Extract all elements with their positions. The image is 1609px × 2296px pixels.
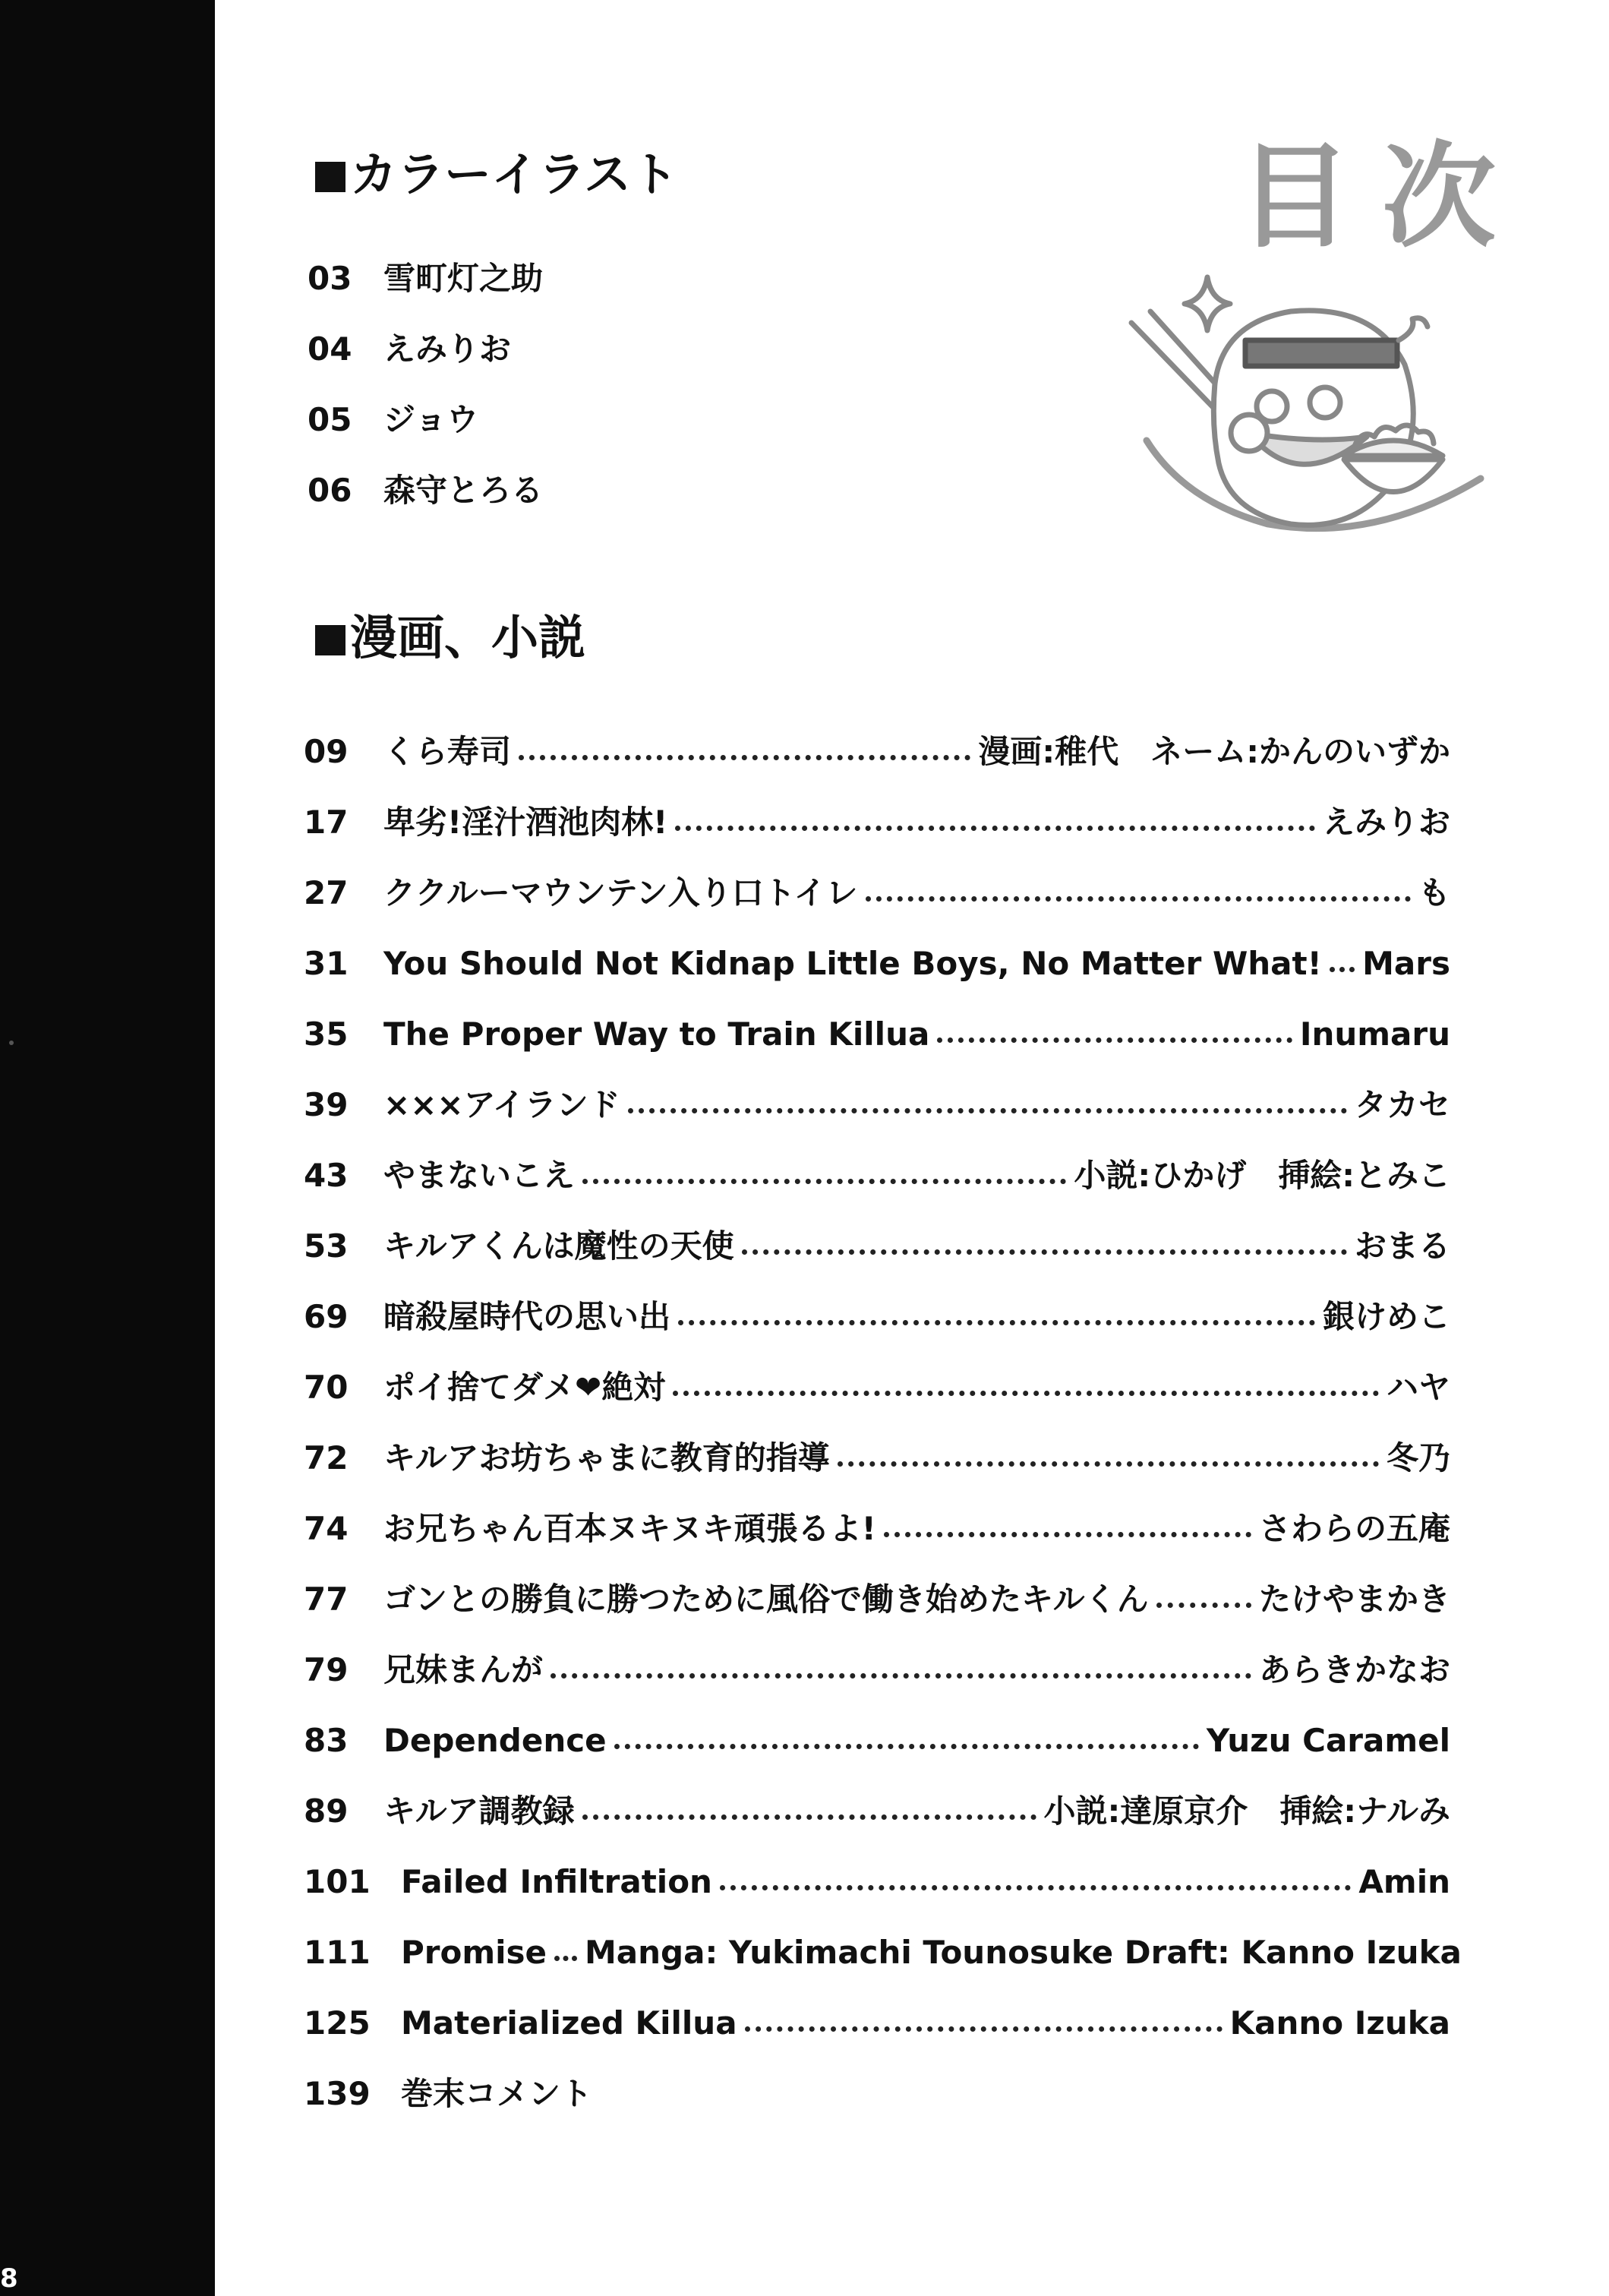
toc-entry: 77 ゴンとの勝負に勝つために風俗で働き始めたキルくん たけやまかき bbox=[304, 1581, 1450, 1618]
color-entry: 03 雪町灯之助 bbox=[308, 260, 544, 297]
dot-leader bbox=[838, 1461, 1379, 1467]
toc-entry: 53 キルアくんは魔性の天使 おまる bbox=[304, 1227, 1450, 1265]
dot-leader bbox=[866, 896, 1411, 902]
toc-entry: 89 キルア調教録 小説:達原京介 挿絵:ナルみ bbox=[304, 1792, 1450, 1830]
section-header-color-illustrations: カラーイラスト bbox=[315, 144, 678, 205]
toc-entry: 43 やまないこえ 小説:ひかげ 挿絵:とみこ bbox=[304, 1157, 1450, 1194]
rice-bowl-mascot-icon bbox=[1116, 251, 1496, 570]
section-header-manga-novels: 漫画、小説 bbox=[315, 608, 585, 668]
color-entry: 05 ジョウ bbox=[308, 401, 479, 438]
toc-entry: 17 卑劣!淫汁酒池肉林! えみりお bbox=[304, 804, 1450, 841]
dot-leader bbox=[937, 1037, 1292, 1043]
dot-leader bbox=[1156, 1603, 1251, 1608]
dot-leader bbox=[742, 1249, 1347, 1255]
dot-leader bbox=[675, 826, 1315, 831]
toc-entry: 79 兄妹まんが あらきかなお bbox=[304, 1651, 1450, 1688]
dot-leader bbox=[519, 755, 970, 760]
toc-entry: 83 Dependence Yuzu Caramel bbox=[304, 1722, 1450, 1759]
mokuji-heading: 目次 bbox=[1238, 131, 1527, 264]
dot-leader bbox=[554, 1956, 577, 1961]
dot-leader bbox=[1330, 967, 1355, 972]
toc-entry: 70 ポイ捨てダメ❤絶対 ハヤ bbox=[304, 1369, 1450, 1406]
color-entry: 04 えみりお bbox=[308, 330, 512, 368]
left-sidebar-bar bbox=[0, 0, 215, 2296]
dot-leader bbox=[582, 1814, 1036, 1820]
toc-entry: 101 Failed Infiltration Amin bbox=[304, 1863, 1450, 1900]
dot-leader bbox=[720, 1885, 1351, 1890]
dot-leader bbox=[884, 1532, 1251, 1537]
toc-entry: 39 ×××アイランド タカセ bbox=[304, 1086, 1450, 1123]
sparkle-icon bbox=[1185, 277, 1230, 330]
toc-entry: 31 You Should Not Kidnap Little Boys, No Matter What! Mars bbox=[304, 945, 1450, 982]
toc-entry: 35 The Proper Way to Train Killua Inumaru bbox=[304, 1015, 1450, 1053]
toc-entry: 72 キルアお坊ちゃまに教育的指導 冬乃 bbox=[304, 1439, 1450, 1476]
dot-leader bbox=[582, 1179, 1066, 1184]
dot-leader bbox=[673, 1391, 1379, 1396]
dot-leader bbox=[678, 1320, 1315, 1325]
toc-entry: 27 ククルーマウンテン入り口トイレ も bbox=[304, 874, 1450, 911]
square-bullet-icon bbox=[315, 625, 345, 655]
dot-leader bbox=[551, 1673, 1251, 1679]
dot-leader bbox=[628, 1108, 1347, 1113]
square-bullet-icon bbox=[315, 162, 345, 192]
dot-leader bbox=[614, 1744, 1199, 1749]
toc-entry: 125 Materialized Killua Kanno Izuka bbox=[304, 2004, 1450, 2042]
page-number: 8 bbox=[0, 2263, 18, 2294]
toc-entry: 74 お兄ちゃん百本ヌキヌキ頑張るよ! さわらの五庵 bbox=[304, 1510, 1450, 1547]
toc-entry: 139 巻末コメント bbox=[304, 2075, 593, 2112]
dot-leader bbox=[745, 2026, 1223, 2032]
color-entry: 06 森守とろる bbox=[308, 472, 544, 509]
toc-entry: 111 Promise Manga: Yukimachi Tounosuke Draft: Kanno Izuka bbox=[304, 1934, 1462, 1971]
toc-entry: 69 暗殺屋時代の思い出 銀けめこ bbox=[304, 1298, 1450, 1335]
toc-entry: 09 くら寿司 漫画:稚代 ネーム:かんのいずか bbox=[304, 733, 1450, 770]
